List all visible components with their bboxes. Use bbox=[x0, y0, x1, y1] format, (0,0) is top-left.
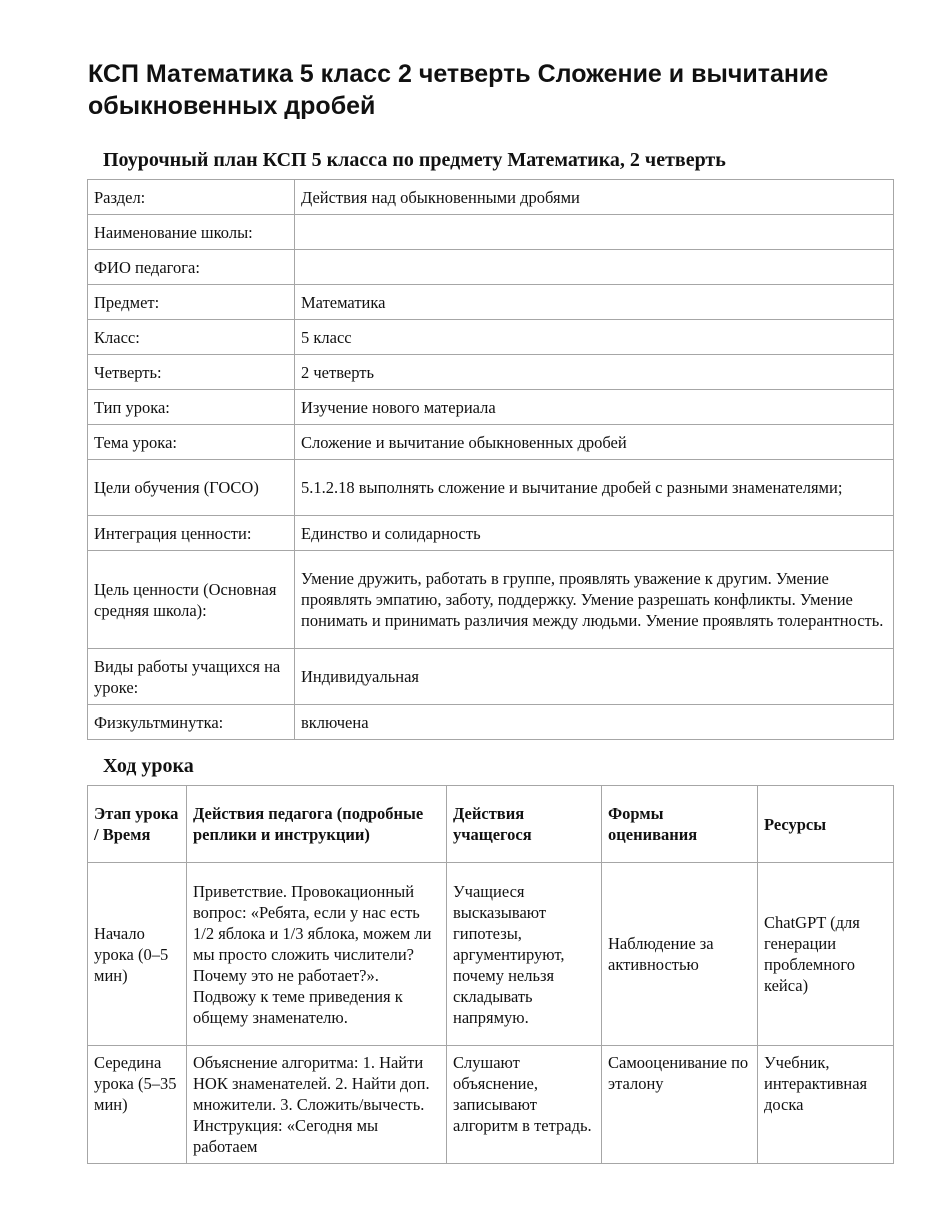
header-stage: Этап урока / Время bbox=[88, 786, 187, 863]
info-label: Тип урока: bbox=[88, 390, 295, 425]
student-actions-cell: Учащиеся высказывают гипотезы, аргументируют, почему нельзя складывать напрямую. bbox=[447, 863, 602, 1046]
info-label: Цель ценности (Основная средняя школа): bbox=[88, 551, 295, 649]
info-row-value-goal bbox=[88, 551, 894, 649]
info-label: Физкультминутка: bbox=[88, 705, 295, 740]
plan-heading: Поурочный план КСП 5 класса по предмету Математика, 2 четверть bbox=[103, 149, 726, 171]
info-label: Тема урока: bbox=[88, 425, 295, 460]
assessment-cell: Наблюдение за активностью bbox=[602, 863, 758, 1046]
info-row-teacher bbox=[88, 250, 894, 285]
stage-cell: Начало урока (0–5 мин) bbox=[88, 863, 187, 1046]
info-value: 2 четверть bbox=[295, 355, 894, 390]
resources-cell: Учебник, интерактивная доска bbox=[758, 1046, 894, 1164]
header-resources: Ресурсы bbox=[758, 786, 894, 863]
header-teacher-actions: Действия педагога (подробные реплики и инструкции) bbox=[187, 786, 447, 863]
info-row-exercise-break bbox=[88, 705, 894, 740]
info-row-learning-goals bbox=[88, 460, 894, 516]
info-label: Цели обучения (ГОСО) bbox=[88, 460, 295, 516]
info-value bbox=[295, 215, 894, 250]
resources-cell: ChatGPT (для генерации проблемного кейса) bbox=[758, 863, 894, 1046]
info-row-lesson-type bbox=[88, 390, 894, 425]
assessment-cell: Самооценивание по эталону bbox=[602, 1046, 758, 1164]
header-student-actions: Действия учащегося bbox=[447, 786, 602, 863]
info-value: Единство и солидарность bbox=[295, 516, 894, 551]
info-label: Раздел: bbox=[88, 180, 295, 215]
info-value: включена bbox=[295, 705, 894, 740]
info-value: Сложение и вычитание обыкновенных дробей bbox=[295, 425, 894, 460]
course-heading: Ход урока bbox=[103, 755, 194, 777]
header-assessment: Формы оценивания bbox=[602, 786, 758, 863]
info-row-section bbox=[88, 180, 894, 215]
info-value: 5 класс bbox=[295, 320, 894, 355]
info-value: Действия над обыкновенными дробями bbox=[295, 180, 894, 215]
info-value: Изучение нового материала bbox=[295, 390, 894, 425]
info-value: 5.1.2.18 выполнять сложение и вычитание дробей с разными знаменателями; bbox=[295, 460, 894, 516]
info-row-work-types bbox=[88, 649, 894, 705]
info-value bbox=[295, 250, 894, 285]
info-label: Предмет: bbox=[88, 285, 295, 320]
document-title: КСП Математика 5 класс 2 четверть Сложение и вычитание обыкновенных дробей bbox=[88, 60, 829, 120]
info-row-topic bbox=[88, 425, 894, 460]
lesson-row bbox=[88, 863, 894, 1046]
info-value: Умение дружить, работать в группе, проявлять уважение к другим. Умение проявлять эмпатию, заботу, поддержку. Умение разрешать конфликты. Умение понимать и принимать различия между людьми. Умение проявлять толерантность. bbox=[295, 551, 894, 649]
student-actions-cell: Слушают объяснение, записывают алгоритм в тетрадь. bbox=[447, 1046, 602, 1164]
stage-cell: Середина урока (5–35 мин) bbox=[88, 1046, 187, 1164]
lesson-flow-table bbox=[87, 785, 894, 1164]
info-value: Математика bbox=[295, 285, 894, 320]
info-label: Виды работы учащихся на уроке: bbox=[88, 649, 295, 705]
info-row-value-integration bbox=[88, 516, 894, 551]
lesson-row bbox=[88, 1046, 894, 1164]
lesson-header-row bbox=[88, 786, 894, 863]
info-label: Наименование школы: bbox=[88, 215, 295, 250]
info-label: Интеграция ценности: bbox=[88, 516, 295, 551]
info-label: Четверть: bbox=[88, 355, 295, 390]
teacher-actions-cell: Объяснение алгоритма: 1. Найти НОК знаменателей. 2. Найти доп. множители. 3. Сложить/вычесть. Инструкция: «Сегодня мы работаем bbox=[187, 1046, 447, 1164]
info-row-grade bbox=[88, 320, 894, 355]
info-label: Класс: bbox=[88, 320, 295, 355]
info-label: ФИО педагога: bbox=[88, 250, 295, 285]
info-row-quarter bbox=[88, 355, 894, 390]
info-row-school bbox=[88, 215, 894, 250]
teacher-actions-cell: Приветствие. Провокационный вопрос: «Ребята, если у нас есть 1/2 яблока и 1/3 яблока, можем ли мы просто сложить числители? Почему это не работает?». Подвожу к теме приведения к общему знаменателю. bbox=[187, 863, 447, 1046]
info-row-subject bbox=[88, 285, 894, 320]
lesson-info-table bbox=[87, 179, 894, 740]
info-value: Индивидуальная bbox=[295, 649, 894, 705]
